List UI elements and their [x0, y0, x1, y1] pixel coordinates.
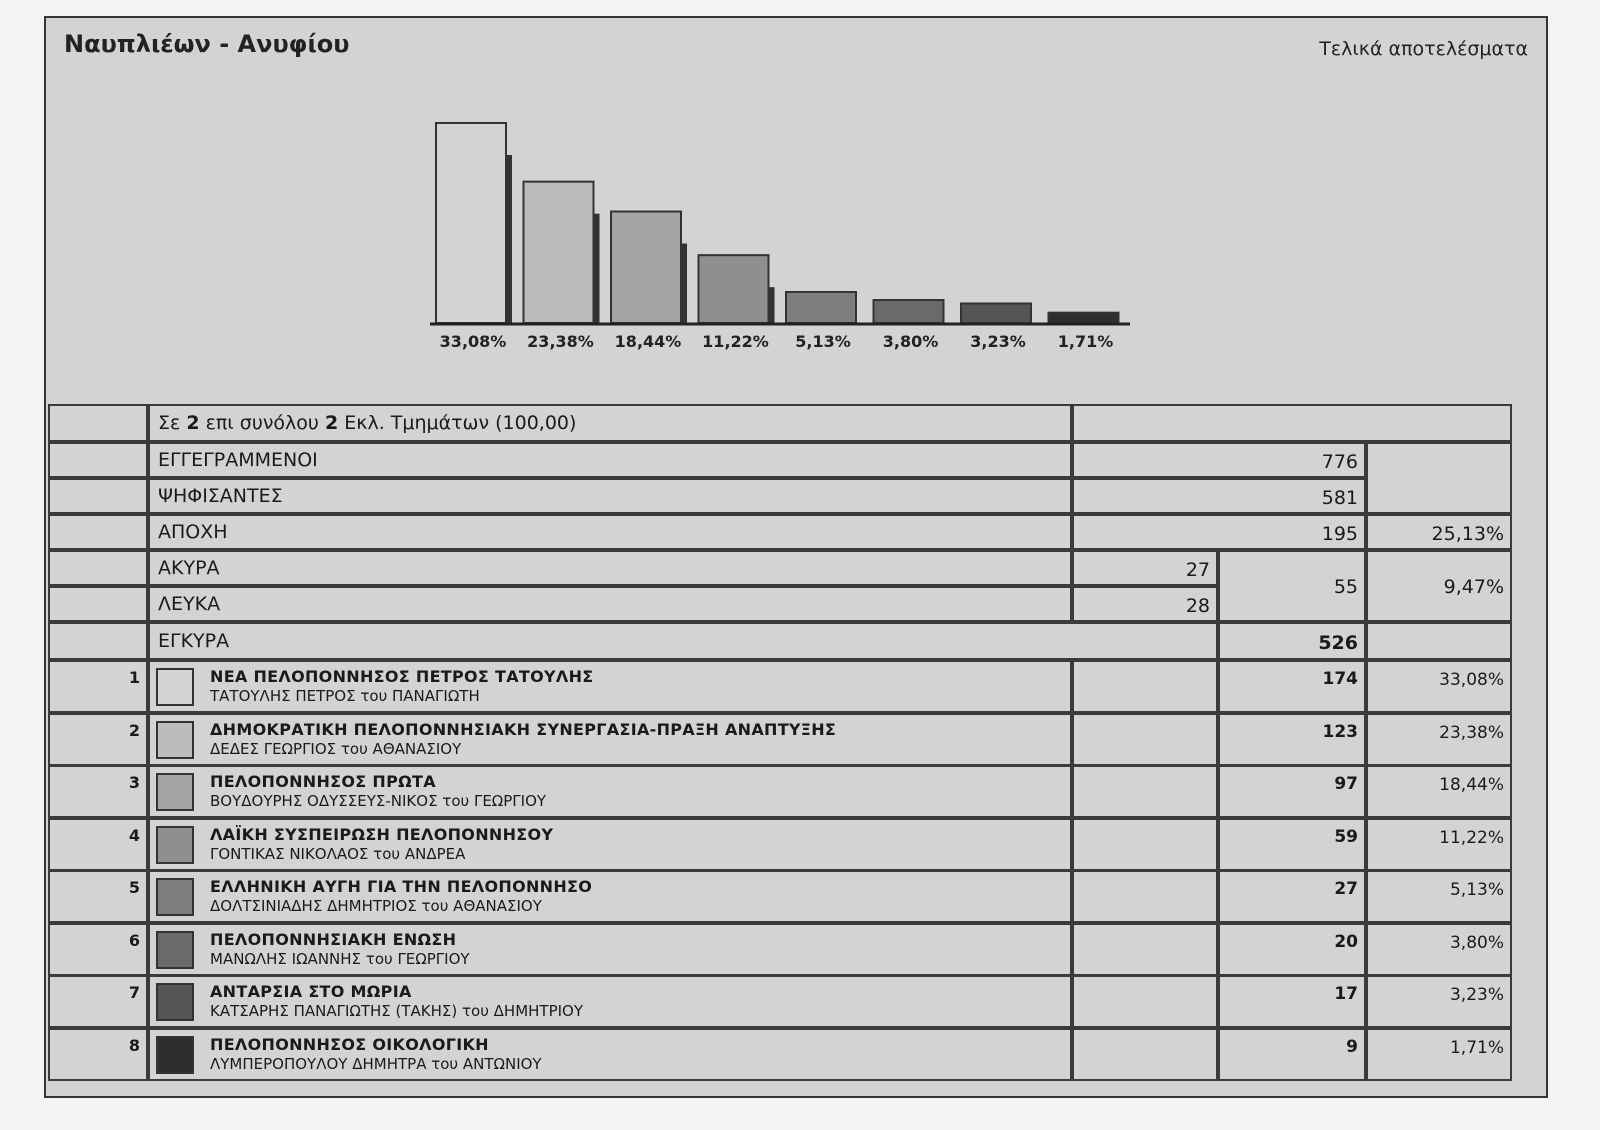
voted-value: 581: [1321, 487, 1358, 509]
bar-1: [436, 123, 506, 323]
party-rank: 6: [128, 931, 140, 950]
party-votes: 20: [1334, 932, 1358, 952]
party-votes: 123: [1322, 722, 1358, 742]
party-votes-cell: [1218, 975, 1366, 1028]
invalid-label-cell: [148, 550, 1072, 586]
empty-cell: [1072, 818, 1218, 871]
party-color-swatch: [156, 1036, 194, 1074]
party-pct: 23,38%: [1439, 723, 1504, 743]
bar-label-5: 5,13%: [795, 332, 851, 351]
page-title: Ναυπλιέων - Ανυφίου: [64, 30, 350, 58]
party-name: ΛΑΪΚΗ ΣΥΣΠΕΙΡΩΣΗ ΠΕΛΟΠΟΝΝΗΣΟΥ: [210, 825, 554, 844]
party-candidate: ΜΑΝΩΛΗΣ ΙΩΑΝΝΗΣ του ΓΕΩΡΓΙΟΥ: [210, 950, 470, 968]
sections-text-mid: επι συνόλου: [199, 412, 325, 434]
bar-label-6: 3,80%: [882, 332, 939, 351]
empty-cell: [1072, 870, 1218, 923]
empty-cell: [1072, 1028, 1218, 1081]
party-votes-cell: [1218, 818, 1366, 871]
sections-counted: 2: [186, 412, 200, 434]
rank-cell: [48, 586, 148, 622]
rank-cell: [48, 1028, 148, 1081]
valid-pct-cell: [1366, 622, 1512, 660]
party-votes-cell: [1218, 870, 1366, 923]
party-votes-cell: [1218, 923, 1366, 976]
party-pct: 3,23%: [1449, 985, 1504, 1005]
abstention-label-cell: [148, 514, 1072, 550]
party-color-swatch: [156, 826, 194, 864]
party-candidate: ΔΕΔΕΣ ΓΕΩΡΓΙΟΣ του ΑΘΑΝΑΣΙΟΥ: [210, 740, 462, 758]
bar-8: [1049, 313, 1119, 323]
party-rank: 5: [128, 878, 140, 897]
abstention-pct: 25,13%: [1431, 523, 1504, 545]
bar-label-8: 1,71%: [1057, 332, 1114, 351]
rank-cell: [48, 622, 148, 660]
empty-cell: [1072, 765, 1218, 818]
sections-value-cell: [1072, 404, 1512, 442]
party-candidate: ΓΟΝΤΙΚΑΣ ΝΙΚΟΛΑΟΣ του ΑΝΔΡΕΑ: [210, 845, 466, 863]
sections-label-cell: [148, 404, 1072, 442]
party-color-swatch: [156, 721, 194, 759]
rank-cell: [48, 923, 148, 976]
rank-cell: [48, 478, 148, 514]
bar-label-3: 18,44%: [614, 332, 682, 351]
party-candidate: ΒΟΥΔΟΥΡΗΣ ΟΔΥΣΣΕΥΣ-ΝΙΚΟΣ του ΓΕΩΡΓΙΟΥ: [210, 792, 547, 810]
invalid-value: 27: [1185, 559, 1210, 581]
party-name: ΔΗΜΟΚΡΑΤΙΚΗ ΠΕΛΟΠΟΝΝΗΣΙΑΚΗ ΣΥΝΕΡΓΑΣΙΑ-ΠΡΑΞΗ ΑΝΑΠΤΥΞΗΣ: [210, 720, 837, 739]
blank-value-cell: [1072, 586, 1218, 622]
table-row: [148, 660, 1072, 713]
invalid-blank-total-cell: [1218, 550, 1366, 622]
party-rank: 4: [128, 826, 140, 845]
party-rank: 3: [128, 773, 140, 792]
empty-pct-cell: [1366, 442, 1512, 514]
invalid-label: ΑΚΥΡΑ: [158, 557, 220, 579]
party-color-swatch: [156, 773, 194, 811]
invalid-value-cell: [1072, 550, 1218, 586]
rank-cell: [48, 442, 148, 478]
table-row: [148, 870, 1072, 923]
party-name: ΠΕΛΟΠΟΝΝΗΣΙΑΚΗ ΕΝΩΣΗ: [210, 930, 457, 949]
party-votes-cell: [1218, 713, 1366, 766]
rank-cell: [48, 818, 148, 871]
blank-label-cell: [148, 586, 1072, 622]
registered-value: 776: [1321, 451, 1358, 473]
abstention-value-cell: [1072, 514, 1366, 550]
party-pct-cell: [1366, 975, 1512, 1028]
results-bar-chart: [46, 18, 1550, 408]
table-row: [148, 818, 1072, 871]
party-votes: 17: [1334, 984, 1358, 1004]
party-pct: 33,08%: [1439, 670, 1504, 690]
party-votes: 27: [1334, 879, 1358, 899]
party-pct: 18,44%: [1439, 775, 1504, 795]
empty-cell: [1072, 660, 1218, 713]
party-name: ΠΕΛΟΠΟΝΝΗΣΟΣ ΠΡΩΤΑ: [210, 772, 436, 791]
blank-value: 28: [1185, 595, 1210, 617]
valid-label-cell: [148, 622, 1218, 660]
party-votes: 174: [1322, 669, 1358, 689]
party-candidate: ΚΑΤΣΑΡΗΣ ΠΑΝΑΓΙΩΤΗΣ (ΤΑΚΗΣ) του ΔΗΜΗΤΡΙΟΥ: [210, 1002, 584, 1020]
abstention-label: ΑΠΟΧΗ: [158, 521, 228, 543]
results-status: Τελικά αποτελέσματα: [1319, 38, 1528, 60]
results-sheet: [44, 16, 1548, 1098]
bar-2: [524, 182, 594, 323]
sections-total: 2: [324, 412, 339, 434]
empty-cell: [1072, 923, 1218, 976]
valid-label: ΕΓΚΥΡΑ: [158, 630, 230, 652]
party-candidate: ΛΥΜΠΕΡΟΠΟΥΛΟΥ ΔΗΜΗΤΡΑ του ΑΝΤΩΝΙΟΥ: [210, 1055, 542, 1073]
registered-label-cell: [148, 442, 1072, 478]
party-color-swatch: [156, 878, 194, 916]
rank-cell: [48, 514, 148, 550]
party-pct-cell: [1366, 765, 1512, 818]
invalid-blank-pct-cell: [1366, 550, 1512, 622]
party-candidate: ΤΑΤΟΥΛΗΣ ΠΕΤΡΟΣ του ΠΑΝΑΓΙΩΤΗ: [210, 687, 480, 705]
rank-cell: [48, 660, 148, 713]
rank-cell: [48, 870, 148, 923]
sections-summary: [158, 412, 576, 434]
party-rank: 8: [128, 1036, 140, 1055]
party-color-swatch: [156, 668, 194, 706]
party-pct-cell: [1366, 870, 1512, 923]
empty-cell: [1072, 975, 1218, 1028]
party-rank: 2: [128, 721, 140, 740]
registered-value-cell: [1072, 442, 1366, 478]
party-color-swatch: [156, 931, 194, 969]
party-name: ΠΕΛΟΠΟΝΝΗΣΟΣ ΟΙΚΟΛΟΓΙΚΗ: [210, 1035, 489, 1054]
rank-cell: [48, 975, 148, 1028]
bar-label-4: 11,22%: [702, 332, 769, 351]
bar-label-1: 33,08%: [439, 332, 507, 351]
bar-label-7: 3,23%: [970, 332, 1026, 351]
bar-label-2: 23,38%: [527, 332, 594, 351]
party-pct-cell: [1366, 660, 1512, 713]
party-pct-cell: [1366, 923, 1512, 976]
party-pct-cell: [1366, 713, 1512, 766]
voted-label: ΨΗΦΙΣΑΝΤΕΣ: [158, 485, 283, 507]
party-votes-cell: [1218, 1028, 1366, 1081]
party-candidate: ΔΟΛΤΣΙΝΙΑΔΗΣ ΔΗΜΗΤΡΙΟΣ του ΑΘΑΝΑΣΙΟΥ: [210, 897, 542, 915]
rank-cell: [48, 765, 148, 818]
table-row: [148, 923, 1072, 976]
party-votes-cell: [1218, 660, 1366, 713]
party-name: ΑΝΤΑΡΣΙΑ ΣΤΟ ΜΩΡΙΑ: [210, 982, 412, 1001]
party-pct-cell: [1366, 818, 1512, 871]
bar-3: [611, 212, 681, 323]
empty-cell: [1072, 713, 1218, 766]
valid-value: 526: [1318, 632, 1358, 654]
blank-label: ΛΕΥΚΑ: [158, 593, 221, 615]
party-name: ΝΕΑ ΠΕΛΟΠΟΝΝΗΣΟΣ ΠΕΤΡΟΣ ΤΑΤΟΥΛΗΣ: [210, 667, 594, 686]
rank-cell: [48, 550, 148, 586]
party-pct: 11,22%: [1439, 828, 1504, 848]
party-votes: 9: [1346, 1037, 1358, 1057]
party-votes-cell: [1218, 765, 1366, 818]
invalid-blank-total: 55: [1333, 576, 1358, 598]
voted-label-cell: [148, 478, 1072, 514]
bar-6: [874, 300, 944, 323]
bar-7: [961, 303, 1031, 323]
sections-text-post: Εκλ. Τμημάτων (100,00): [338, 412, 577, 434]
party-color-swatch: [156, 983, 194, 1021]
table-row: [148, 975, 1072, 1028]
abstention-value: 195: [1321, 523, 1358, 545]
sections-text-pre: Σε: [158, 412, 187, 434]
table-row: [148, 1028, 1072, 1081]
party-votes: 97: [1334, 774, 1358, 794]
party-pct: 5,13%: [1449, 880, 1504, 900]
party-pct-cell: [1366, 1028, 1512, 1081]
party-name: ΕΛΛΗΝΙΚΗ ΑΥΓΗ ΓΙΑ ΤΗΝ ΠΕΛΟΠΟΝΝΗΣΟ: [210, 877, 593, 896]
valid-value-cell: [1218, 622, 1366, 660]
registered-label: ΕΓΓΕΓΡΑΜΜΕΝΟΙ: [158, 449, 318, 471]
bar-5: [786, 292, 856, 323]
party-rank: 7: [128, 983, 140, 1002]
rank-cell: [48, 713, 148, 766]
party-pct: 1,71%: [1449, 1038, 1504, 1058]
party-rank: 1: [128, 668, 140, 687]
party-votes: 59: [1334, 827, 1358, 847]
voted-value-cell: [1072, 478, 1366, 514]
abstention-pct-cell: [1366, 514, 1512, 550]
table-row: [148, 713, 1072, 766]
table-row: [148, 765, 1072, 818]
rank-cell: [48, 404, 148, 442]
party-pct: 3,80%: [1449, 933, 1504, 953]
invalid-blank-pct: 9,47%: [1443, 576, 1504, 598]
bar-4: [699, 255, 769, 323]
